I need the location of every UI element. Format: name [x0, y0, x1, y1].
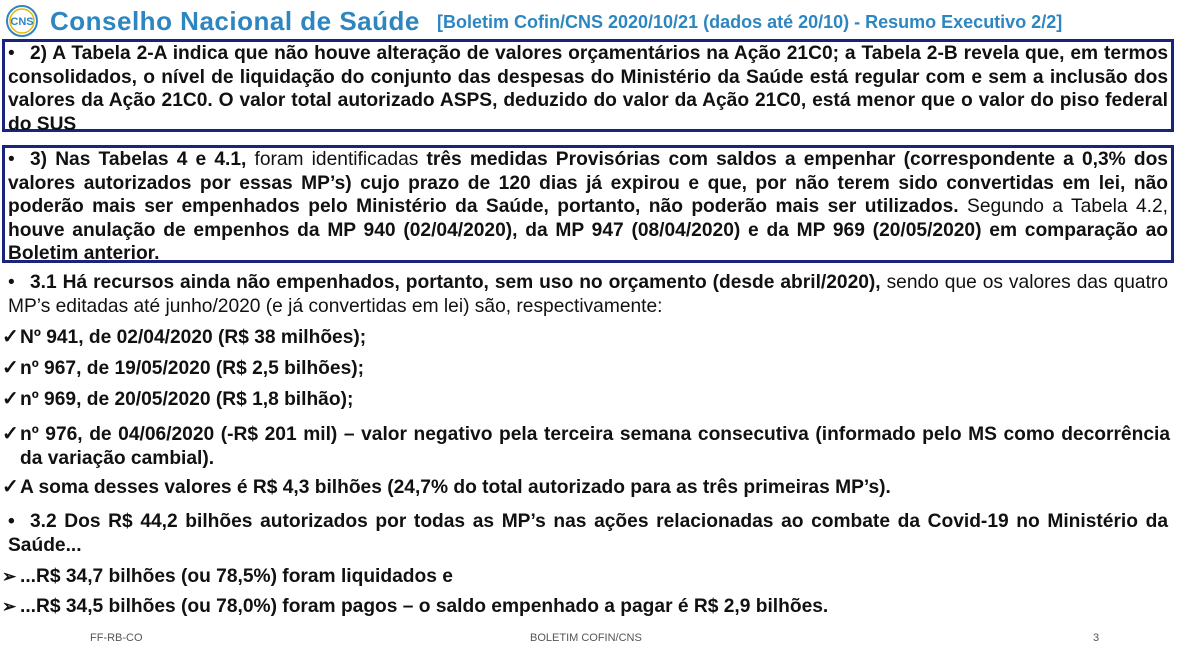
arrow-item-text: ...R$ 34,5 bilhões (ou 78,0%) foram pagos – o saldo empenhado a pagar é R$ 2,9 bilhões. [20, 596, 829, 617]
paragraph-3-1-bold: 3.1 Há recursos ainda não empenhados, portanto, sem uso no orçamento (desde abril/2020), [30, 272, 881, 293]
check-item [2, 388, 1170, 412]
bullet: • [8, 272, 15, 293]
paragraph-3-part1: 3) Nas Tabelas 4 e 4.1, [30, 149, 247, 170]
paragraph-3 [8, 148, 1168, 266]
arrow-item [2, 595, 1170, 619]
check-icon: ✓ [2, 476, 19, 498]
bullet: • [8, 43, 15, 64]
arrow-icon: ➢ [2, 567, 17, 586]
check-icon: ✓ [2, 326, 19, 348]
footer-left: FF-RB-CO [90, 632, 143, 644]
paragraph-3-1 [8, 271, 1168, 318]
check-item [2, 357, 1170, 381]
page-number: 3 [1093, 632, 1100, 644]
paragraph-3-2-text: 3.2 Dos R$ 44,2 bilhões autorizados por todas as MP’s nas ações relacionadas ao combate da Covid-19 no Ministério da Saúde... [8, 511, 1168, 556]
paragraph-2-text: 2) A Tabela 2-A indica que não houve alteração de valores orçamentários na Ação 21C0; a Tabela 2-B revela que, em termos consolidados, o nível de liquidação do conjunto das despesas do Ministério da Saúde está regular com e sem a inclusão dos valores da Ação 21C0. O valor total autorizado ASPS, deduzido do valor da Ação 21C0, está menor que o valor do piso federal do SUS [8, 43, 1168, 135]
logo-text: CNS [10, 16, 34, 28]
check-icon: ✓ [2, 388, 19, 410]
check-item [2, 423, 1170, 470]
page-title: Conselho Nacional de Saúde [50, 6, 420, 36]
page-subtitle: [Boletim Cofin/CNS 2020/10/21 (dados até 20/10) - Resumo Executivo 2/2] [437, 12, 1063, 32]
footer-center: BOLETIM COFIN/CNS [530, 632, 642, 644]
paragraph-3-1-normal: sendo que os valores das quatro MP’s editadas até junho/2020 (e já convertidas em lei) são, respectivamente: [8, 272, 1168, 317]
paragraph-3-part5: houve anulação de empenhos da MP 940 (02/04/2020), da MP 947 (08/04/2020) e da MP 969 (20/05/2020) em comparação ao Boletim anterior. [8, 219, 1168, 264]
arrow-item-text: ...R$ 34,7 bilhões (ou 78,5%) foram liquidados e [20, 566, 453, 587]
check-item-text: A soma desses valores é R$ 4,3 bilhões (24,7% do total autorizado para as três primeiras MP’s). [20, 477, 891, 498]
paragraph-3-part2: foram identificadas [246, 149, 427, 170]
check-icon: ✓ [2, 423, 19, 445]
arrow-icon: ➢ [2, 597, 17, 616]
check-item-text: Nº 941, de 02/04/2020 (R$ 38 milhões); [20, 327, 367, 348]
arrow-item [2, 565, 1170, 589]
cns-logo [2, 4, 42, 38]
check-item-text: nº 969, de 20/05/2020 (R$ 1,8 bilhão); [20, 389, 354, 410]
check-item-text: nº 976, de 04/06/2020 (-R$ 201 mil) – valor negativo pela terceira semana consecutiva (informado pelo MS como decorrência da variação cambial). [20, 424, 1170, 469]
bullet: • [8, 149, 15, 170]
check-item-text: nº 967, de 19/05/2020 (R$ 2,5 bilhões); [20, 358, 365, 379]
bullet: • [8, 511, 15, 532]
check-item [2, 476, 1170, 500]
paragraph-3-part3: três medidas Provisórias com saldos a empenhar (correspondente a 0,3% dos valores autorizados por essas MP’s) cujo prazo de 120 dias já expirou e que, por não terem sido convertidas em lei, não poderão mais ser empenhados pelo Ministério da Saúde, portanto, não poderão mais ser utilizados. [8, 149, 1168, 217]
paragraph-2 [8, 42, 1168, 136]
paragraph-3-part4: Segundo a Tabela 4.2, [958, 196, 1168, 217]
check-icon: ✓ [2, 357, 19, 379]
paragraph-3-2 [8, 510, 1168, 557]
check-item [2, 326, 1170, 350]
